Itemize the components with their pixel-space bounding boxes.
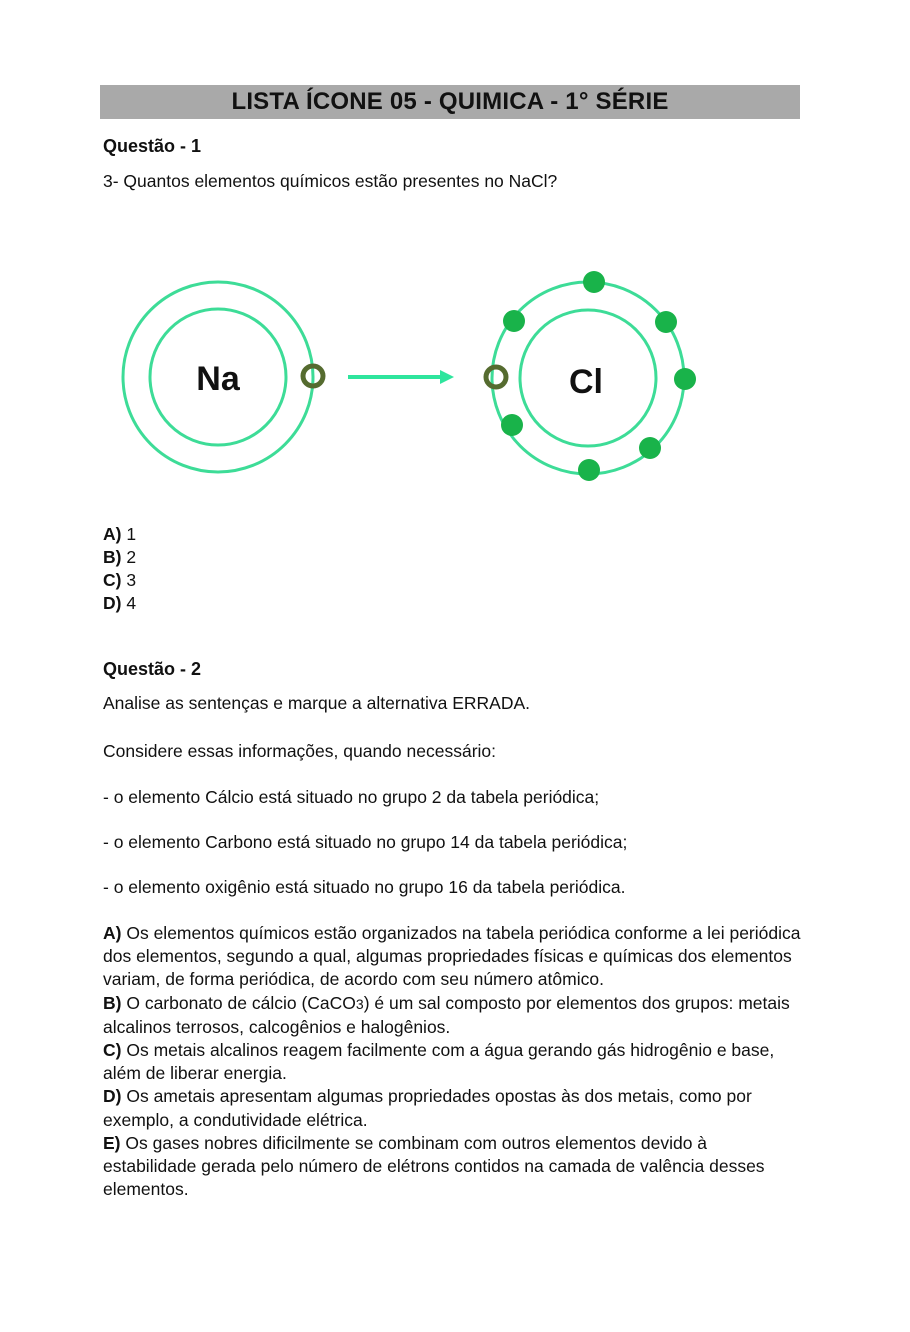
question-2-fact: - o elemento Carbono está situado no grupo 14 da tabela periódica;	[103, 832, 628, 852]
cl-electron	[501, 414, 523, 436]
q1-option-a: A) 1	[103, 524, 137, 544]
question-2-heading: Questão - 2	[103, 659, 202, 679]
cl-electron	[655, 311, 677, 333]
q1-option-c: C) 3	[103, 570, 137, 590]
cl-received-electron	[486, 367, 506, 387]
q2-option-e: E) Os gases nobres dificilmente se combinam com outros elementos devido à estabilidade gerada pelo número de elétrons contidos na camada de valência desses elementos.	[103, 1132, 765, 1200]
nacl-electron-transfer-diagram	[110, 262, 710, 492]
question-2-consider: Considere essas informações, quando necessário:	[103, 741, 496, 761]
na-label: Na	[196, 360, 240, 398]
question-2-fact: - o elemento Cálcio está situado no grupo 2 da tabela periódica;	[103, 787, 600, 807]
q1-option-d: D) 4	[103, 593, 137, 613]
page-title: LISTA ÍCONE 05 - QUIMICA - 1° SÉRIE	[100, 85, 800, 119]
question-1-heading: Questão - 1	[103, 136, 202, 156]
question-2-prompt: Analise as sentenças e marque a alternativa ERRADA.	[103, 693, 531, 713]
question-2-options	[103, 922, 803, 1201]
q2-option-b: B) O carbonato de cálcio (CaCO3) é um sal composto por elementos dos grupos: metais alcalinos terrosos, calcogênios e halogênios.	[103, 992, 790, 1037]
cl-electron	[583, 271, 605, 293]
q2-option-a: A) Os elementos químicos estão organizados na tabela periódica conforme a lei periódica dos elementos, segundo a qual, algumas propriedades físicas e químicas dos elementos variam, de forma periódica, de acordo com seu número atômico.	[103, 923, 801, 990]
question-2-fact: - o elemento oxigênio está situado no grupo 16 da tabela periódica.	[103, 877, 626, 897]
q2-option-d: D) Os ametais apresentam algumas propriedades opostas às dos metais, como por exemplo, a condutividade elétrica.	[103, 1086, 752, 1130]
q2-option-c: C) Os metais alcalinos reagem facilmente com a água gerando gás hidrogênio e base, além de liberar energia.	[103, 1040, 775, 1084]
cl-electron	[503, 310, 525, 332]
transfer-arrow-head	[440, 370, 454, 384]
cl-electron	[674, 368, 696, 390]
cl-label: Cl	[569, 363, 603, 401]
question-1-prompt: 3- Quantos elementos químicos estão presentes no NaCl?	[103, 171, 558, 191]
cl-electron	[578, 459, 600, 481]
cl-electron	[639, 437, 661, 459]
q1-option-b: B) 2	[103, 547, 137, 567]
